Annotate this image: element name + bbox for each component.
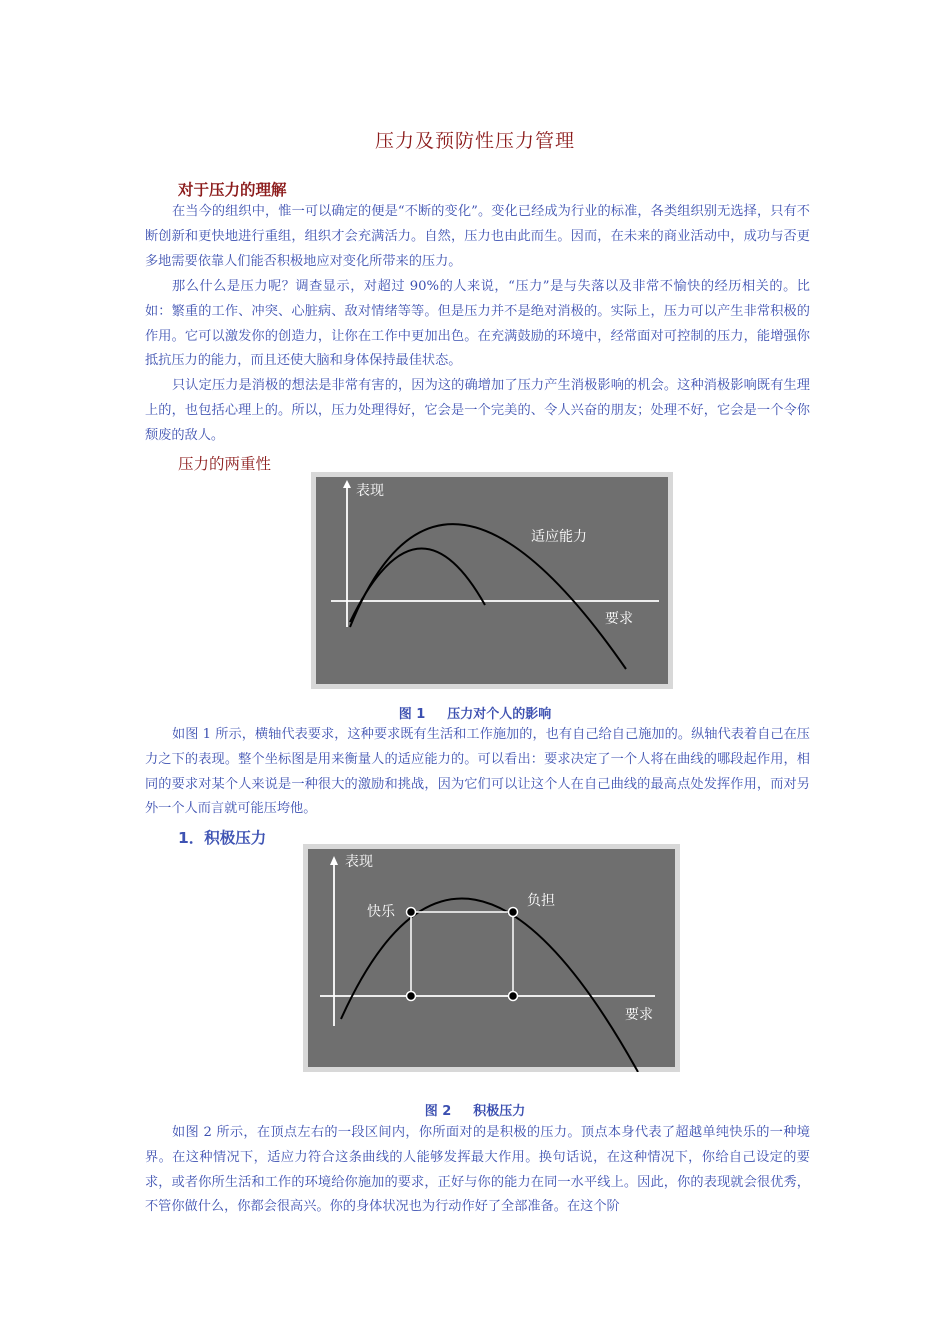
figure-1-caption [0,703,950,722]
paragraph-5: 如图 2 所示，在顶点左右的一段区间内，你所面对的是积极的压力。顶点本身代表了超越单纯快乐的一种境界。在这种情况下，适应力符合这条曲线的人能够发挥最大作用。换句话说，在这种情况下，你给自己设定的要求，或者你所生活和工作的环境给你施加的要求，正好与你的能力在同一水平线上。因此，你的表现就会很优秀，不管你做什么，你都会很高兴。你的身体状况也为行动作好了全部准备。在这个阶 [145,1125,810,1215]
paragraph-4: 如图 1 所示，横轴代表要求，这种要求既有生活和工作施加的，也有自己给自己施加的。纵轴代表着自己在压力之下的表现。整个坐标图是用来衡量人的适应能力的。可以看出：要求决定了一个人将在曲线的哪段起作用，相同的要求对某个人来说是一种很大的激励和挑战，因为它们可以让这个人在自己曲线的最高点处发挥作用，而对另外一个人而言就可能压垮他。 [145,727,810,817]
figure-2-left-point-label: 快乐 [367,904,395,920]
figure-1-y-label: 表现 [356,483,384,499]
figure-2-left-bottom-point [407,992,416,1001]
figure-2 [303,844,680,1072]
figure-2-y-label: 表现 [345,854,373,870]
page-title: 压力及预防性压力管理 [374,130,575,152]
paragraph-3: 只认定压力是消极的想法是非常有害的，因为这的确增加了压力产生消极影响的机会。这种消极影响既有生理上的，也包括心理上的。所以，压力处理得好，它会是一个完美的、令人兴奋的朋友；处理不好，它会是一个令你颓废的敌人。 [145,378,810,443]
figure-2-caption-text: 积极压力 [473,1104,526,1119]
figure-2-chart [303,844,680,1072]
paragraph-2: 那么什么是压力呢？调查显示，对超过 90%的人来说，“压力”是与失落以及非常不愉快的经历相关的。比如：繁重的工作、冲突、心脏病、敌对情绪等等。但是压力并不是绝对消极的。实际上，压力可以产生非常积极的作用。它可以激发你的创造力，让你在工作中更加出色。在充满鼓励的环境中，经常面对可控制的压力，能增强你抵抗压力的能力，而且还使大脑和身体保持最佳状态。 [145,279,810,369]
section-heading-duality: 压力的两重性 [178,455,272,473]
section-heading-positive-stress: 1．积极压力 [178,829,267,847]
figure-1-curve-label: 适应能力 [531,529,587,545]
figure-1-caption-number: 图 1 [398,707,426,722]
figure-2-caption-number: 图 2 [424,1104,452,1119]
figure-2-caption [0,1100,950,1119]
figure-1-caption-text: 压力对个人的影响 [447,707,552,722]
figure-2-right-top-point [509,908,518,917]
figure-2-right-bottom-point [509,992,518,1001]
figure-1-chart [311,472,673,689]
figure-1-x-label: 要求 [605,611,633,627]
paragraph-1: 在当今的组织中，惟一可以确定的便是“不断的变化”。变化已经成为行业的标准，各类组织别无选择，只有不断创新和更快地进行重组，组织才会充满活力。自然，压力也由此而生。因而，在未来的商业活动中，成功与否更多地需要依靠人们能否积极地应对变化所带来的压力。 [145,204,810,269]
figure-2-x-label: 要求 [625,1007,653,1023]
figure-2-background [308,849,675,1067]
figure-2-left-top-point [407,908,416,917]
figure-1 [311,472,673,689]
figure-2-right-point-label: 负担 [527,893,555,909]
section-heading-understanding: 对于压力的理解 [178,181,287,199]
